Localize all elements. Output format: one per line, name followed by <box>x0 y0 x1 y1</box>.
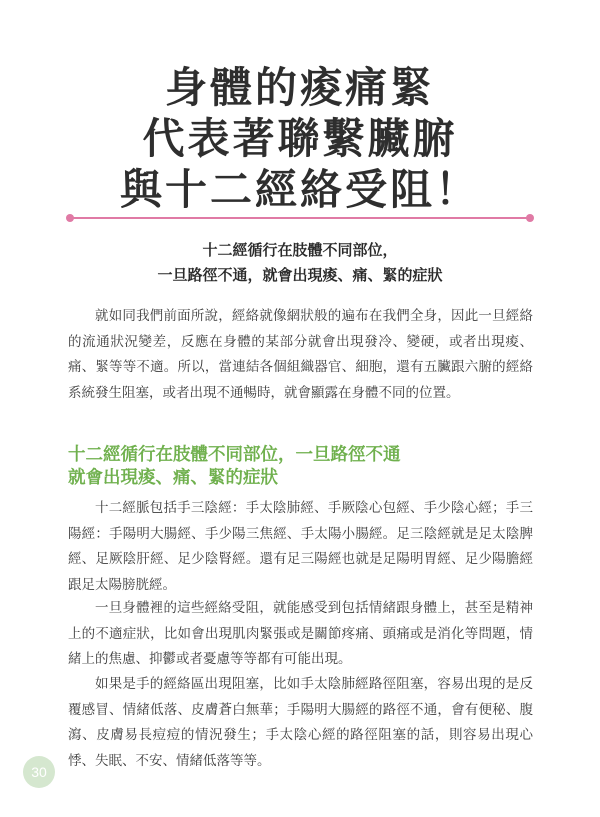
divider-dot-right <box>526 214 534 222</box>
divider-dot-left <box>66 214 74 222</box>
section-heading-line-1: 十二經循行在肢體不同部位，一旦路徑不通 <box>68 445 401 465</box>
page-number: 30 <box>23 756 55 788</box>
section-paragraph-2: 一旦身體裡的這些經絡受阻，就能感受到包括情緒跟身體上，甚至是精神上的不適症狀，比如會出現肌肉緊張或是關節疼痛、頭痛或是消化等問題，情緒上的焦慮、抑鬱或者憂慮等等都有可能出現。 <box>68 600 533 667</box>
subtitle-line-1: 十二經循行在肢體不同部位， <box>202 241 398 259</box>
page-title <box>0 62 600 215</box>
section-heading <box>68 444 538 490</box>
section-paragraph-1: 十二經脈包括手三陰經：手太陰肺經、手厥陰心包經、手少陰心經；手三陽經：手陽明大腸經、手少陽三焦經、手太陽小腸經。足三陰經就是足太陰脾經、足厥陰肝經、足少陰腎經。還有足三陽經也就是足陽明胃經、足少陽膽經跟足太陽膀胱經。 <box>68 500 533 593</box>
intro-paragraph: 就如同我們前面所說，經絡就像網狀般的遍布在我們全身，因此一旦經絡的流通狀況變差，反應在身體的某部分就會出現發冷、變硬，或者出現痠、痛、緊等等不適。所以，當連結各個組織器官、細胞，還有五臟跟六腑的經絡系統發生阻塞，或者出現不通暢時，就會顯露在身體不同的位置。 <box>68 308 533 401</box>
title-line-2: 代表著聯繫臟腑 <box>142 114 458 163</box>
section-paragraph-3: 如果是手的經絡區出現阻塞，比如手太陰肺經路徑阻塞，容易出現的是反覆感冒、情緒低落、皮膚蒼白無華；手陽明大腸經的路徑不通，會有便秘、腹瀉、皮膚易長痘痘的情況發生；手太陰心經的路徑阻塞的話，則容易出現心悸、失眠、不安、情緒低落等等。 <box>68 676 533 769</box>
title-line-1: 身體的痠痛緊 <box>164 63 435 112</box>
section-heading-line-2: 就會出現痠、痛、緊的症狀 <box>68 468 278 488</box>
subtitle-line-2: 一旦路徑不通，就會出現痠、痛、緊的症狀 <box>157 266 443 284</box>
subtitle <box>0 238 600 288</box>
title-line-3: 與十二經絡受阻！ <box>119 165 480 214</box>
title-divider <box>70 217 530 219</box>
